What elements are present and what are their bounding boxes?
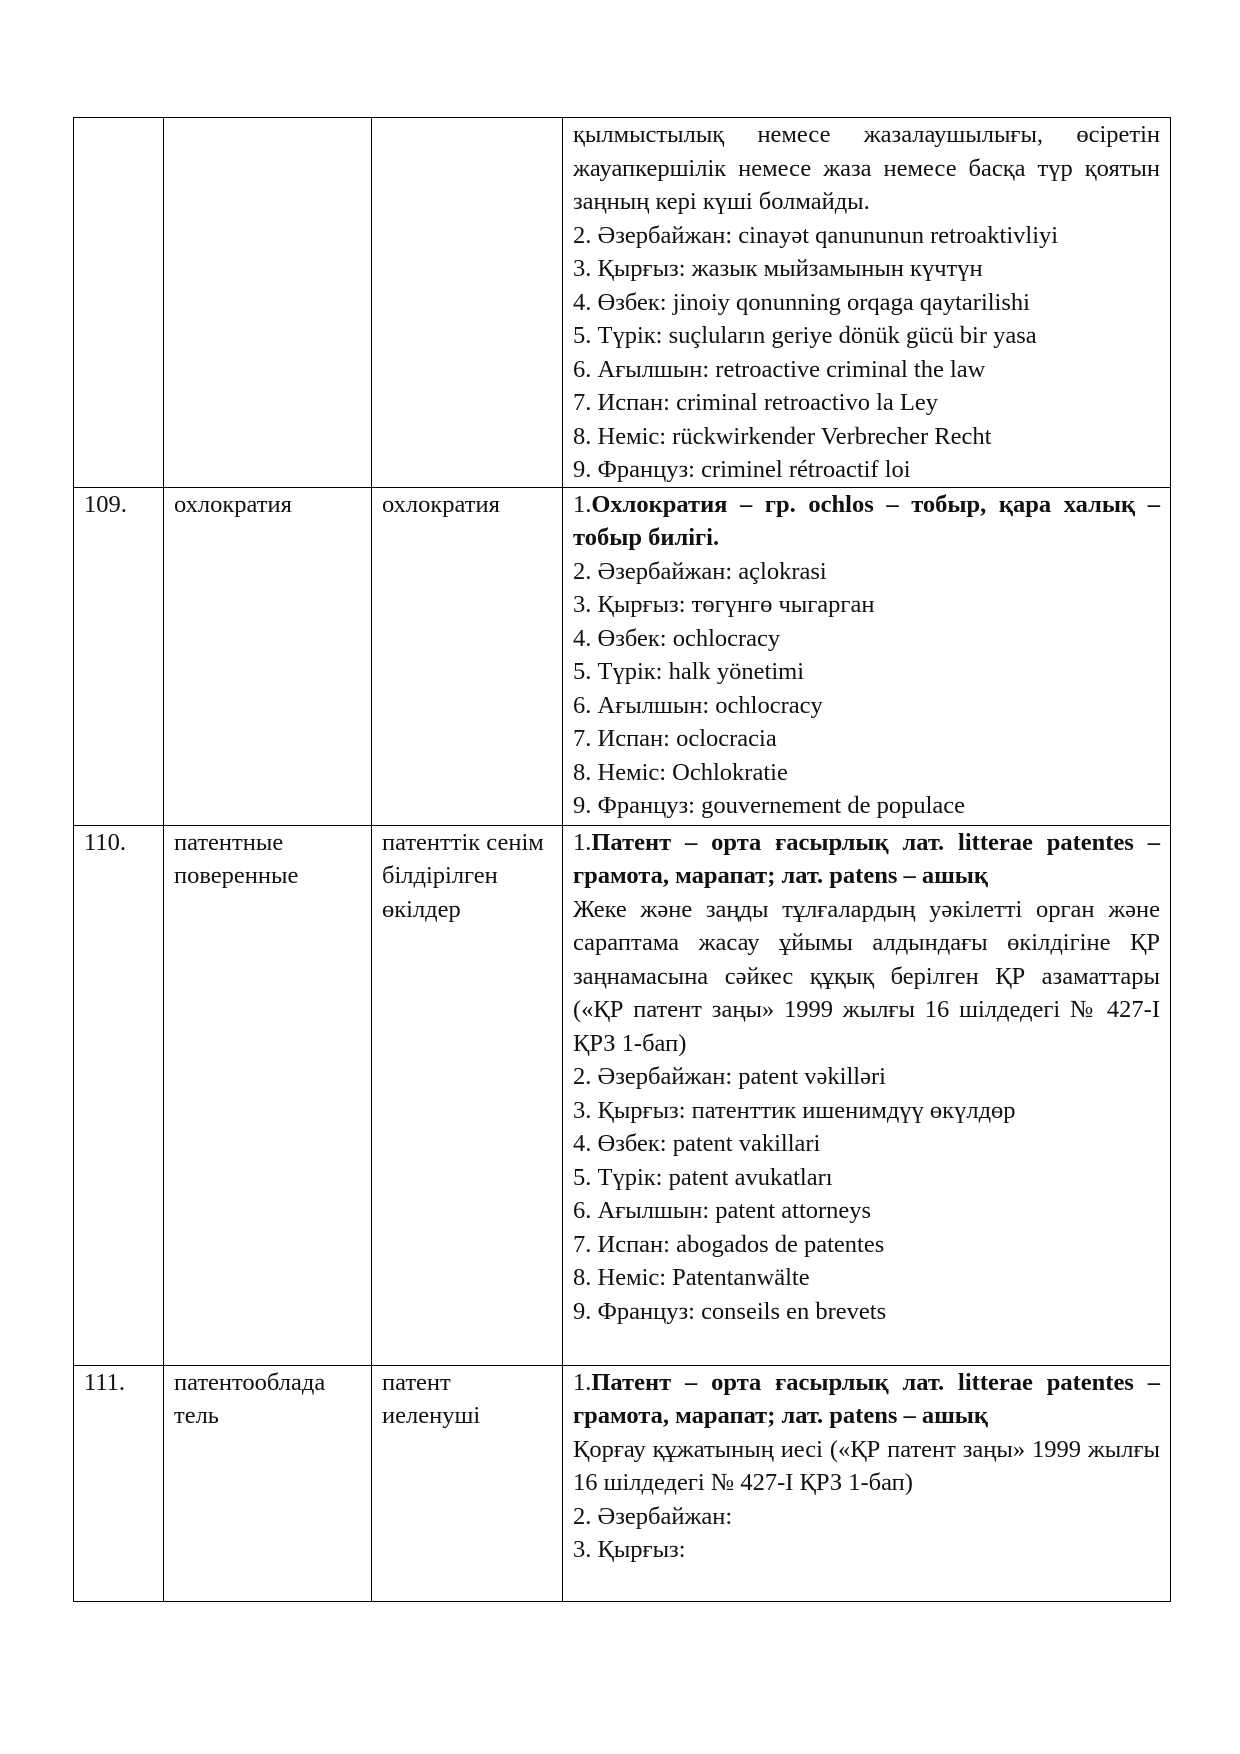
term-kazakh [372, 118, 563, 488]
row-number: 110. [74, 825, 164, 1365]
translation-line: 8. Неміс: rückwirkender Verbrecher Recht [573, 422, 992, 450]
translation-line: 2. Әзербайжан: patent vəkilləri [573, 1063, 886, 1090]
translation-line: 3. Қырғыз: жазык мыйзамынын күчтүн [573, 255, 983, 282]
translation-line: 3. Қырғыз: төгүнгө чыгарган [573, 591, 875, 618]
row-number: 111. [74, 1365, 164, 1601]
definition-continuation: қылмыстылық немесе жазалаушылығы, өсіретін жауапкершілік немесе жаза немесе басқа түр қоятын заңның кері күші болмайды. [573, 121, 1160, 215]
glossary-table [73, 117, 1171, 1602]
translation-line: 6. Ағылшын: retroactive criminal the law [573, 355, 986, 383]
translation-line: 8. Неміс: Patentanwälte [573, 1264, 810, 1291]
term-kazakh: патенттік сенім білдірілген өкілдер [372, 825, 563, 1365]
definition-text: Жеке және заңды тұлғалардың уәкілетті орган және сараптама жасау ұйымы алдындағы өкілдігіне ҚР заңнамасына сәйкес құқық берілген ҚР азаматтары («ҚР патент заңы» 1999 жылғы 16 шілдедегі № 427-І ҚРЗ 1-бап) [573, 895, 1160, 1057]
table-row [74, 487, 1171, 825]
definition-text: Қорғау құжатының иесі («ҚР патент заңы» 1999 жылғы 16 шілдедегі № 427-І ҚРЗ 1-бап) [573, 1435, 1160, 1496]
term-russian: патентооблада тель [164, 1365, 372, 1601]
term-kazakh: патент иеленуші [372, 1365, 563, 1601]
translation-line: 9. Француз: conseils en brevets [573, 1297, 887, 1325]
translation-line: 2. Әзербайжан: açlokrasi [573, 557, 827, 585]
etymology [573, 826, 1160, 893]
term-russian: охлократия [164, 487, 372, 825]
translation-line: 9. Француз: criminel rétroactif loi [573, 456, 911, 483]
etymology [573, 488, 1160, 555]
etymology-prefix: 1. [573, 490, 592, 518]
term-russian: патентные поверенные [164, 825, 372, 1365]
etymology-prefix: 1. [573, 828, 592, 856]
translation-line: 9. Француз: gouvernement de populace [573, 792, 966, 819]
table-row [74, 1365, 1171, 1601]
translation-line: 7. Испан: oclocracia [573, 725, 777, 752]
term-russian [164, 118, 372, 488]
translation-line: 6. Ағылшын: patent attorneys [573, 1197, 872, 1224]
translation-line: 3. Қырғыз: [573, 1536, 686, 1563]
etymology-text: Охлократия – гр. ochlos – тобыр, қара халық – тобыр билігі. [573, 490, 1160, 551]
translation-line: 7. Испан: criminal retroactivo la Ley [573, 389, 938, 416]
translation-line: 5. Түрік: patent avukatları [573, 1163, 833, 1191]
translation-line: 5. Түрік: suçluların geriye dönük gücü bir yasa [573, 322, 1037, 349]
translation-line: 2. Әзербайжан: cinayət qanununun retroaktivliyi [573, 221, 1059, 249]
translation-line: 2. Әзербайжан: [573, 1502, 733, 1530]
etymology-prefix: 1. [573, 1368, 592, 1396]
translation-line: 4. Өзбек: patent vakillari [573, 1130, 821, 1157]
translation-line: 4. Өзбек: jinoiy qonunning orqaga qaytarilishi [573, 288, 1030, 316]
table-row [74, 118, 1171, 488]
row-number: 109. [74, 487, 164, 825]
definition-cell [563, 825, 1171, 1365]
translation-line: 6. Ағылшын: ochlocracy [573, 691, 823, 719]
translation-line: 3. Қырғыз: патенттик ишенимдүү өкүлдөр [573, 1096, 1016, 1124]
definition-cell [563, 1365, 1171, 1601]
etymology [573, 1366, 1160, 1433]
translation-line: 5. Түрік: halk yönetimi [573, 658, 805, 685]
etymology-text: Патент – орта ғасырлық лат. litterae patentes – грамота, марапат; лат. patens – ашық [573, 828, 1160, 889]
row-number [74, 118, 164, 488]
translation-line: 8. Неміс: Ochlokratie [573, 758, 788, 786]
definition-cell [563, 118, 1171, 488]
translation-line: 4. Өзбек: ochlocracy [573, 624, 781, 652]
table-row [74, 825, 1171, 1365]
etymology-text: Патент – орта ғасырлық лат. litterae patentes – грамота, марапат; лат. patens – ашық [573, 1368, 1160, 1429]
translation-line: 7. Испан: abogados de patentes [573, 1230, 885, 1258]
definition-cell [563, 487, 1171, 825]
term-kazakh: охлократия [372, 487, 563, 825]
